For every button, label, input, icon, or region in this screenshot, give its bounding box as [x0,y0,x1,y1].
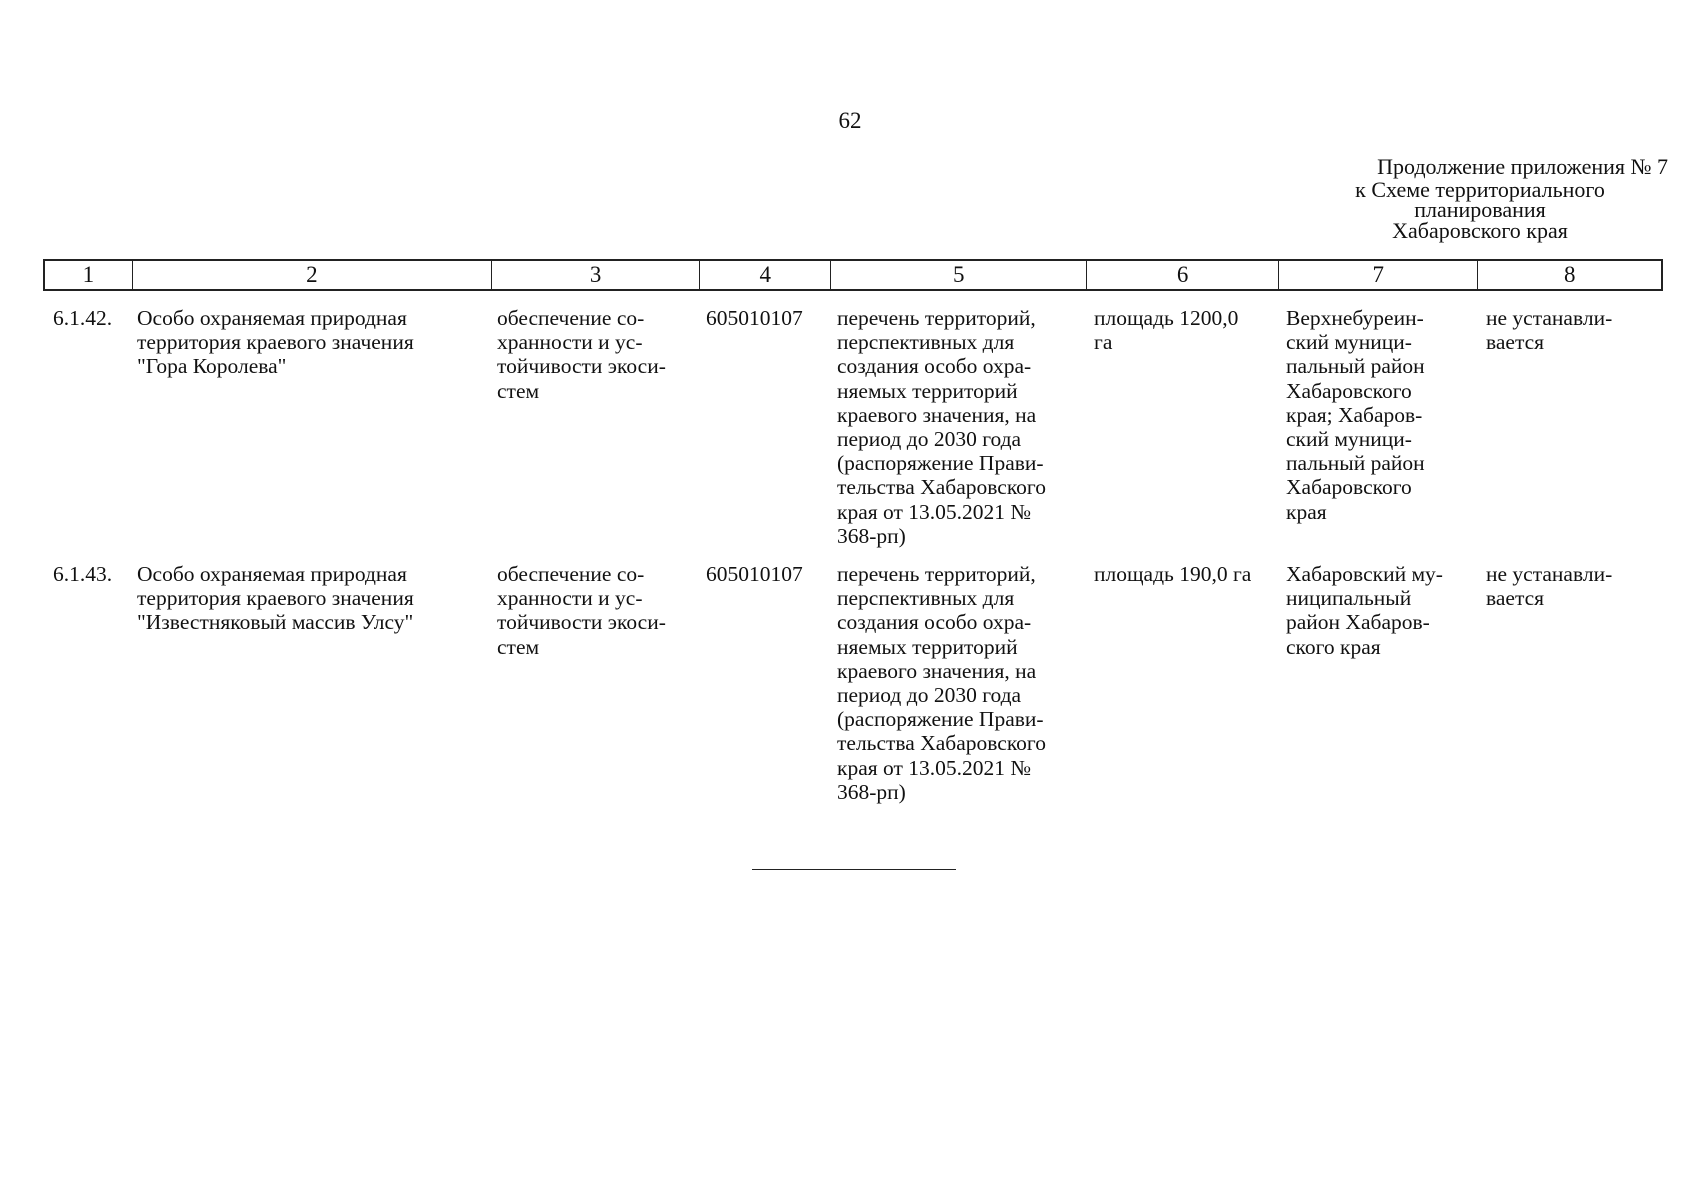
table-row [43,306,1663,548]
column-header: 2 [133,261,492,289]
appendix-note-line: к Схеме территориального [1355,177,1605,202]
table-header-row [43,259,1663,291]
column-header: 8 [1563,262,1576,287]
table-row [43,562,1663,804]
object-code: 605010107 [706,562,803,586]
column-header: 7 [1279,261,1479,289]
object-name: Особо охраняемая природная территория краевого значения "Гора Королева" [137,306,414,379]
end-of-document-rule [752,869,956,870]
appendix-note-line: Продолжение приложения № 7 [1377,154,1668,179]
row-number: 6.1.43. [53,562,113,586]
appendix-note-line: Хабаровского края [1392,218,1568,243]
appendix-note [1270,155,1690,242]
object-purpose: обеспечение со- хранности и ус- тойчивости экоси- стем [497,306,666,403]
object-zone: не устанавли- вается [1486,562,1613,611]
object-characteristics: площадь 1200,0 га [1094,306,1239,355]
object-purpose: обеспечение со- хранности и ус- тойчивости экоси- стем [497,562,666,659]
object-location: Хабаровский му- ниципальный район Хабаров- ского края [1286,562,1443,659]
object-name: Особо охраняемая природная территория краевого значения "Известняковый массив Улсу" [137,562,414,635]
column-header: 3 [492,261,700,289]
object-zone: не устанавли- вается [1486,306,1613,355]
object-characteristics: площадь 190,0 га [1094,562,1252,586]
column-header: 5 [831,261,1087,289]
page-number: 62 [838,108,862,133]
object-basis: перечень территорий, перспективных для создания особо охра- няемых территорий краевого значения, на период до 2030 года (распоряжение Прави- тельства Хабаровского края от 13.05.2021 № 368-рп) [837,306,1046,548]
appendix-note-line: планирования [1414,197,1546,222]
column-header: 1 [45,261,133,289]
object-location: Верхнебуреин- ский муници- пальный район Хабаровского края; Хабаров- ский муници- пальный район Хабаровского края [1286,306,1425,524]
row-number: 6.1.42. [53,306,113,330]
object-code: 605010107 [706,306,803,330]
column-header: 6 [1087,261,1279,289]
object-basis: перечень территорий, перспективных для создания особо охра- няемых территорий краевого значения, на период до 2030 года (распоряжение Прави- тельства Хабаровского края от 13.05.2021 № 368-рп) [837,562,1046,804]
column-header: 4 [700,261,831,289]
